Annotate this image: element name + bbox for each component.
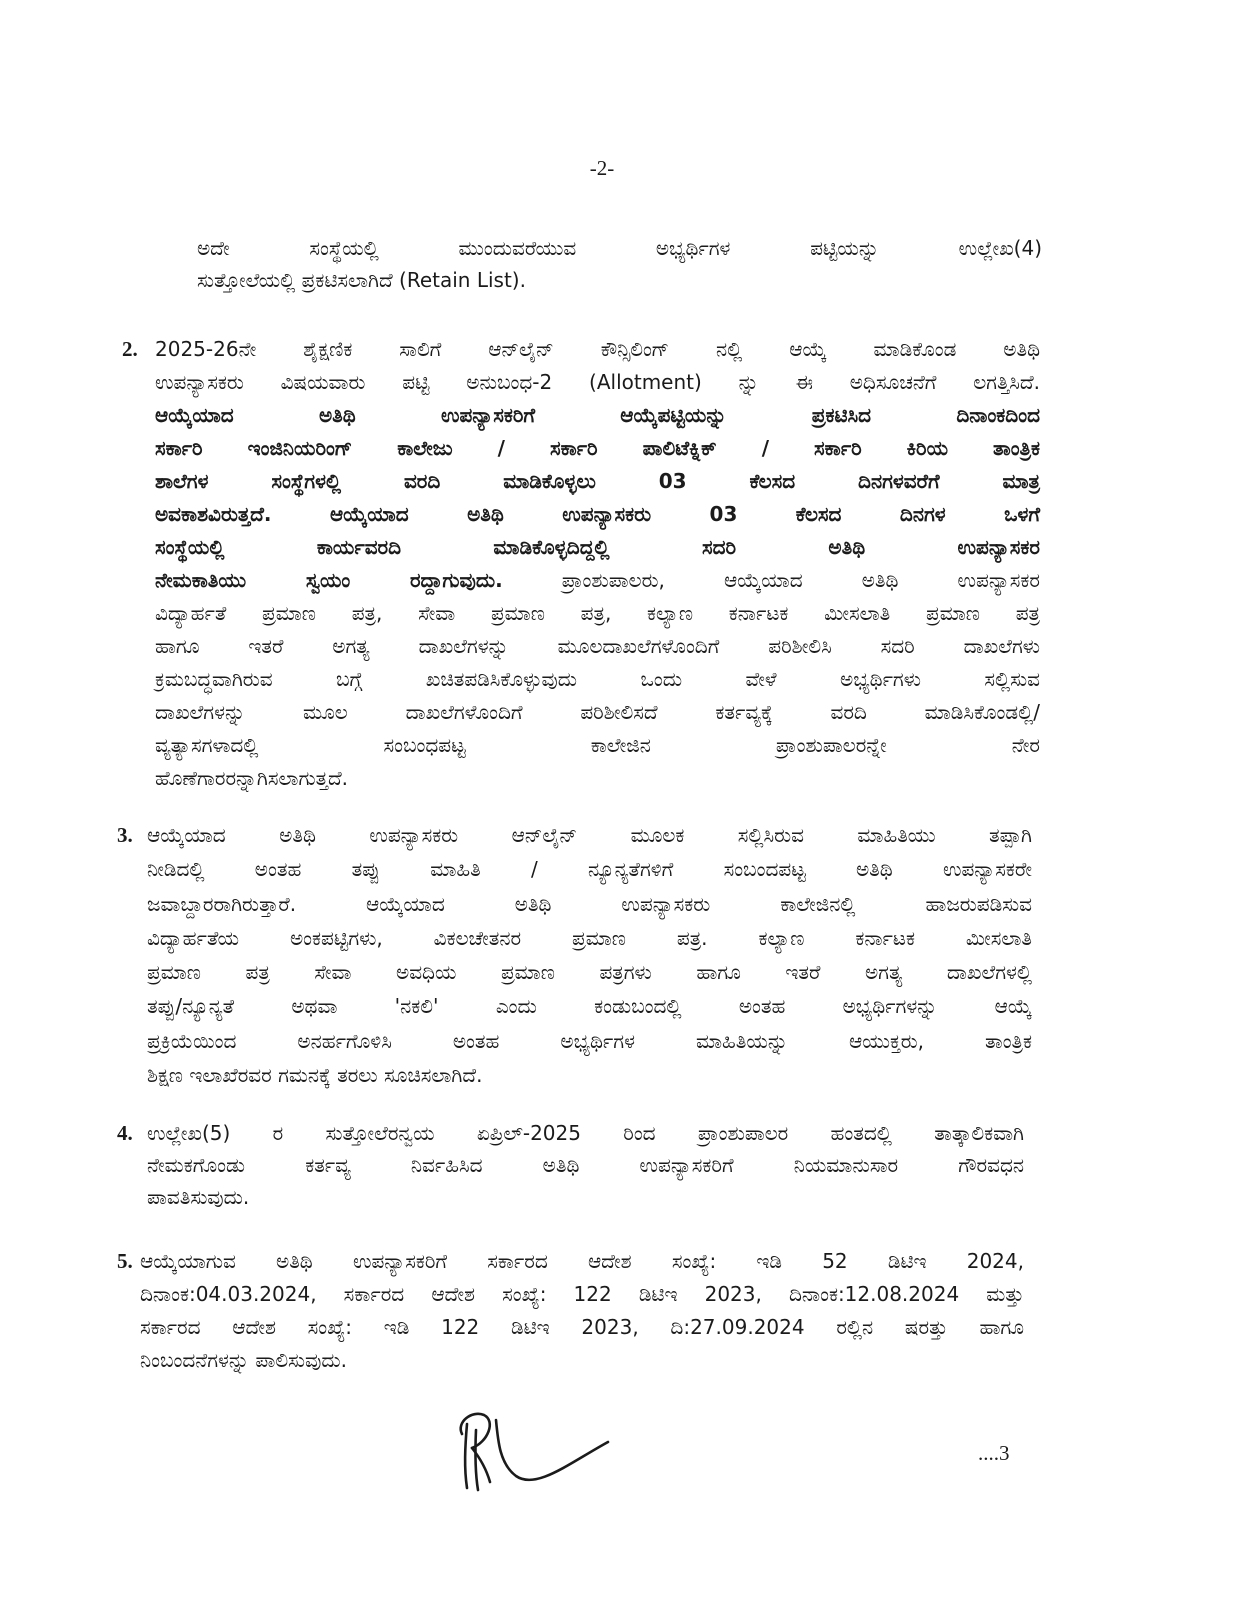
text-line: ನೇಮಕಗೊಂಡು ಕರ್ತವ್ಯ ನಿರ್ವಹಿಸಿದ ಅತಿಥಿ ಉಪನ್ಯಾಸಕರಿಗೆ ನಿಯಮಾನುಸಾರ ಗೌರವಧನ [147, 1153, 1024, 1177]
text-line: ಹಾಗೂ ಇತರೆ ಅಗತ್ಯ ದಾಖಲೆಗಳನ್ನು ಮೂಲದಾಖಲೆಗಳೊಂದಿಗೆ ಪರಿಶೀಲಿಸಿ ಸದರಿ ದಾಖಲೆಗಳು [155, 634, 1040, 658]
text-line: 2025-26ನೇ ಶೈಕ್ಷಣಿಕ ಸಾಲಿಗೆ ಆನ್‌ಲೈನ್ ಕೌನ್ಸಿಲಿಂಗ್ ನಲ್ಲಿ ಆಯ್ಕೆ ಮಾಡಿಕೊಂಡ ಅತಿಥಿ [155, 337, 1040, 361]
item-number: 5. [117, 1249, 133, 1273]
text-line: ಜವಾಬ್ದಾರರಾಗಿರುತ್ತಾರೆ. ಆಯ್ಕೆಯಾದ ಅತಿಥಿ ಉಪನ್ಯಾಸಕರು ಕಾಲೇಜಿನಲ್ಲಿ ಹಾಜರುಪಡಿಸುವ [147, 891, 1032, 916]
text-line: ದಿನಾಂಕ:04.03.2024, ಸರ್ಕಾರದ ಆದೇಶ ಸಂಖ್ಯೆ: 122 ಡಿಟಿಇ 2023, ದಿನಾಂಕ:12.08.2024 ಮತ್ತು [140, 1282, 1024, 1306]
text-line: ಹೊಣೆಗಾರರನ್ನಾಗಿಸಲಾಗುತ್ತದೆ. [155, 766, 349, 790]
text-line: ವಿದ್ಯಾರ್ಹತೆ ಪ್ರಮಾಣ ಪತ್ರ, ಸೇವಾ ಪ್ರಮಾಣ ಪತ್ರ, ಕಲ್ಯಾಣ ಕರ್ನಾಟಕ ಮೀಸಲಾತಿ ಪ್ರಮಾಣ ಪತ್ರ [155, 601, 1040, 625]
text-line: ಪ್ರಕ್ರಿಯೆಯಿಂದ ಅನರ್ಹಗೊಳಿಸಿ ಅಂತಹ ಅಭ್ಯರ್ಥಿಗಳ ಮಾಹಿತಿಯನ್ನು ಆಯುಕ್ತರು, ತಾಂತ್ರಿಕ [147, 1028, 1032, 1053]
signature [452, 1402, 622, 1497]
bold-text: ನೇಮಕಾತಿಯು ಸ್ವಯಂ ರದ್ದಾಗುವುದು. [155, 568, 503, 592]
text-line: ಪ್ರಮಾಣ ಪತ್ರ ಸೇವಾ ಅವಧಿಯ ಪ್ರಮಾಣ ಪತ್ರಗಳು ಹಾಗೂ ಇತರೆ ಅಗತ್ಯ ದಾಖಲೆಗಳಲ್ಲಿ [147, 960, 1032, 985]
regular-text: ಪ್ರಾಂಶುಪಾಲರು, ಆಯ್ಕೆಯಾದ ಅತಿಥಿ ಉಪನ್ಯಾಸಕರ [561, 568, 1040, 592]
text-line: ಆಯ್ಕೆಯಾದ ಅತಿಥಿ ಉಪನ್ಯಾಸಕರು ಆನ್‌ಲೈನ್ ಮೂಲಕ ಸಲ್ಲಿಸಿರುವ ಮಾಹಿತಿಯು ತಪ್ಪಾಗಿ [147, 823, 1032, 847]
text-line: ಅವಕಾಶವಿರುತ್ತದೆ. ಆಯ್ಕೆಯಾದ ಅತಿಥಿ ಉಪನ್ಯಾಸಕರು 03 ಕೆಲಸದ ದಿನಗಳ ಒಳಗೆ [155, 502, 1040, 526]
text-line: ಕ್ರಮಬದ್ಧವಾಗಿರುವ ಬಗ್ಗೆ ಖಚಿತಪಡಿಸಿಕೊಳ್ಳುವುದು ಒಂದು ವೇಳೆ ಅಭ್ಯರ್ಥಿಗಳು ಸಲ್ಲಿಸುವ [155, 667, 1040, 691]
text-line: ವಿದ್ಯಾರ್ಹತೆಯ ಅಂಕಪಟ್ಟಿಗಳು, ವಿಕಲಚೇತನರ ಪ್ರಮಾಣ ಪತ್ರ. ಕಲ್ಯಾಣ ಕರ್ನಾಟಕ ಮೀಸಲಾತಿ [147, 925, 1032, 950]
text-line: ಸರ್ಕಾರದ ಆದೇಶ ಸಂಖ್ಯೆ: ಇಡಿ 122 ಡಿಟಿಇ 2023, ದಿ:27.09.2024 ರಲ್ಲಿನ ಷರತ್ತು ಹಾಗೂ [140, 1315, 1024, 1339]
text-line: ಅದೇ ಸಂಸ್ಥೆಯಲ್ಲಿ ಮುಂದುವರೆಯುವ ಅಭ್ಯರ್ಥಿಗಳ ಪಟ್ಟಿಯನ್ನು ಉಲ್ಲೇಖ(4) [197, 236, 1042, 260]
item-number: 4. [117, 1121, 133, 1145]
text-line: ಸರ್ಕಾರಿ ಇಂಜಿನಿಯರಿಂಗ್ ಕಾಲೇಜು / ಸರ್ಕಾರಿ ಪಾಲಿಟೆಕ್ನಿಕ್ / ಸರ್ಕಾರಿ ಕಿರಿಯ ತಾಂತ್ರಿಕ [155, 436, 1040, 460]
text-line: ಆಯ್ಕೆಯಾದ ಅತಿಥಿ ಉಪನ್ಯಾಸಕರಿಗೆ ಆಯ್ಕೆಪಟ್ಟಿಯನ್ನು ಪ್ರಕಟಿಸಿದ ದಿನಾಂಕದಿಂದ [155, 403, 1040, 427]
text-line: ಶಿಕ್ಷಣ ಇಲಾಖೆರವರ ಗಮನಕ್ಕೆ ತರಲು ಸೂಚಿಸಲಾಗಿದೆ. [147, 1063, 483, 1088]
text-line: ನೀಡಿದಲ್ಲಿ ಅಂತಹ ತಪ್ಪು ಮಾಹಿತಿ / ನ್ಯೂನ್ಯತೆಗಳಿಗೆ ಸಂಬಂದಪಟ್ಟ ಅತಿಥಿ ಉಪನ್ಯಾಸಕರೇ [147, 857, 1032, 882]
item-number: 2. [122, 337, 138, 361]
text-line: ಶಾಲೆಗಳ ಸಂಸ್ಥೆಗಳಲ್ಲಿ ವರದಿ ಮಾಡಿಕೊಳ್ಳಲು 03 ಕೆಲಸದ ದಿನಗಳವರೆಗೆ ಮಾತ್ರ [155, 469, 1040, 493]
text-line: ಉಪನ್ಯಾಸಕರು ವಿಷಯವಾರು ಪಟ್ಟಿ ಅನುಬಂಧ-2 (Allotment) ನ್ನು ಈ ಅಧಿಸೂಚನೆಗೆ ಲಗತ್ತಿಸಿದೆ. [155, 370, 1040, 394]
item-number: 3. [117, 823, 133, 847]
text-line: ದಾಖಲೆಗಳನ್ನು ಮೂಲ ದಾಖಲೆಗಳೊಂದಿಗೆ ಪರಿಶೀಲಿಸದೆ ಕರ್ತವ್ಯಕ್ಕೆ ವರದಿ ಮಾಡಿಸಿಕೊಂಡಲ್ಲಿ/ [155, 700, 1040, 724]
text-line: ತಪ್ಪು/ನ್ಯೂನ್ಯತೆ ಅಥವಾ 'ನಕಲಿ' ಎಂದು ಕಂಡುಬಂದಲ್ಲಿ ಅಂತಹ ಅಭ್ಯರ್ಥಿಗಳನ್ನು ಆಯ್ಕೆ [147, 994, 1032, 1019]
text-line: ಆಯ್ಕೆಯಾಗುವ ಅತಿಥಿ ಉಪನ್ಯಾಸಕರಿಗೆ ಸರ್ಕಾರದ ಆದೇಶ ಸಂಖ್ಯೆ: ಇಡಿ 52 ಡಿಟಿಇ 2024, [140, 1249, 1024, 1273]
text-line: ವ್ಯತ್ಯಾಸಗಳಾದಲ್ಲಿ ಸಂಬಂಧಪಟ್ಟ ಕಾಲೇಜಿನ ಪ್ರಾಂಶುಪಾಲರನ್ನೇ ನೇರ [155, 733, 1040, 757]
text-line [155, 564, 1040, 597]
text-line: ಸಂಸ್ಥೆಯಲ್ಲಿ ಕಾರ್ಯವರದಿ ಮಾಡಿಕೊಳ್ಳದಿದ್ದಲ್ಲಿ ಸದರಿ ಅತಿಥಿ ಉಪನ್ಯಾಸಕರ [155, 535, 1040, 559]
text-line: ಉಲ್ಲೇಖ(5) ರ ಸುತ್ತೋಲೆರನ್ವಯ ಏಪ್ರಿಲ್-2025 ರಿಂದ ಪ್ರಾಂಶುಪಾಲರ ಹಂತದಲ್ಲಿ ತಾತ್ಕಾಲಿಕವಾಗಿ [147, 1121, 1024, 1145]
page-number: -2- [589, 156, 615, 180]
text-line: ನಿಂಬಂದನೆಗಳನ್ನು ಪಾಲಿಸುವುದು. [140, 1348, 347, 1372]
text-line: ಪಾವತಿಸುವುದು. [147, 1185, 250, 1209]
next-page-marker: ....3 [978, 1441, 1010, 1465]
text-line: ಸುತ್ತೋಲೆಯಲ್ಲಿ ಪ್ರಕಟಿಸಲಾಗಿದೆ (Retain List). [197, 268, 526, 292]
